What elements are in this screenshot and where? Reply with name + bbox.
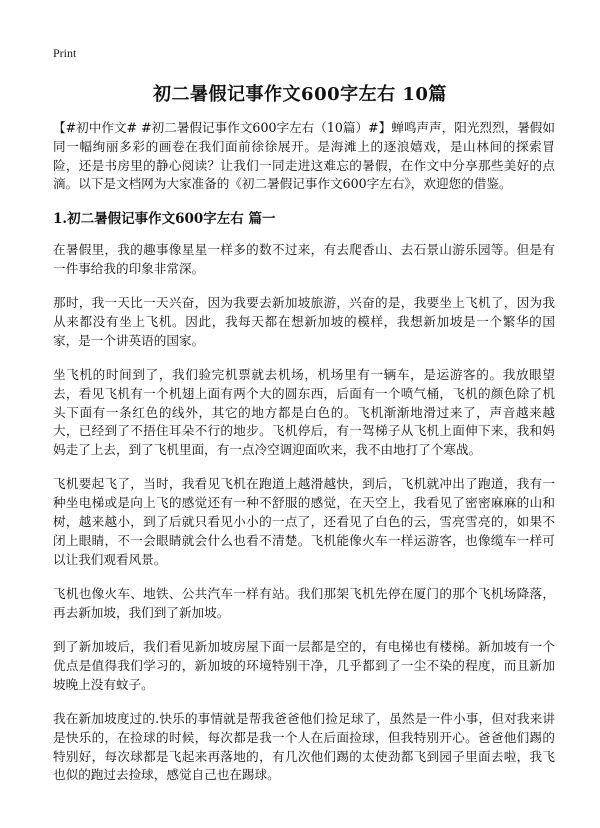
paragraph: 在暑假里，我的趣事像星星一样多的数不过来，有去爬香山、去石景山游乐园等。但是有一件事给我的印象非常深。 — [53, 241, 555, 276]
paragraph: 飞机也像火车、地铁、公共汽车一样有站。我们那架飞机先停在厦门的那个飞机场降落，再去新加坡，我们到了新加坡。 — [53, 585, 555, 620]
section-heading: 1.初二暑假记事作文600字左右 篇一 — [53, 211, 276, 228]
article-intro: 【#初中作文# #初二暑假记事作文600字左右（10篇）#】蝉鸣声声，阳光烈烈，暑假如同一幅绚丽多彩的画卷在我们面前徐徐展开。是海滩上的逐浪嬉戏，是山林间的探索冒险，还是书房里的静心阅读？让我们一同走进这难忘的暑假，在作文中分享那些美好的点滴。以下是文档网为大家准备的《初二暑假记事作文600字左右》，欢迎您的借鉴。 — [53, 120, 555, 192]
paragraph: 那时，我一天比一天兴奋，因为我要去新加坡旅游，兴奋的是，我要坐上飞机了，因为我从来都没有坐上飞机。因此，我每天都在想新加坡的模样，我想新加坡是一个繁华的国家，是一个讲英语的国家。 — [53, 295, 555, 348]
print-link[interactable]: Print — [53, 46, 77, 60]
paragraph: 坐飞机的时间到了，我们验完机票就去机场，机场里有一辆车，是运游客的。我放眼望去，看见飞机有一个机翅上面有两个大的圆东西，后面有一个喷气桶，飞机的颜色除了机头下面有一条红色的线外，其它的地方都是白色的。飞机渐渐地滑过来了，声音越来越大，已经到了不捂住耳朵不行的地步。飞机停后，有一驾梯子从飞机上面伸下来，我和妈妈走了上去，到了飞机里面，有一点冷空调迎面吹来，我不由地打了个寒战。 — [53, 366, 555, 458]
paragraph: 飞机要起飞了，当时，我看见飞机在跑道上越滑越快，到后，飞机就冲出了跑道，我有一种坐电梯或是向上飞的感觉还有一种不舒服的感觉，在天空上，我看见了密密麻麻的山和树，越来越小，到了后就只看见小小的一点了，还看见了白色的云，雪亮雪亮的，如果不闭上眼睛，不一会眼睛就会什么也看不清楚。飞机能像火车一样运游客，也像缆车一样可以让我们观看风景。 — [53, 476, 555, 567]
paragraph: 我在新加坡度过的.快乐的事情就是帮我爸爸他们捡足球了，虽然是一件小事，但对我来讲是快乐的，在捡球的时候，每次都是我一个人在后面捡球，但我特别开心。爸爸他们踢的特别好，每次球都是飞起来再落地的，有几次他们踢的太使劲都飞到园子里面去啦，我飞也似的跑过去捡球，感觉自己也在踢球。 — [53, 710, 555, 783]
paragraph: 到了新加坡后，我们看见新加坡房屋下面一层都是空的，有电梯也有楼梯。新加坡有一个优点是值得我们学习的，新加坡的环境特别干净，几乎都到了一尘不染的程度，而且新加坡晚上没有蚊子。 — [53, 639, 555, 692]
article-title: 初二暑假记事作文600字左右 10篇 — [153, 84, 447, 105]
article-body — [53, 119, 555, 801]
